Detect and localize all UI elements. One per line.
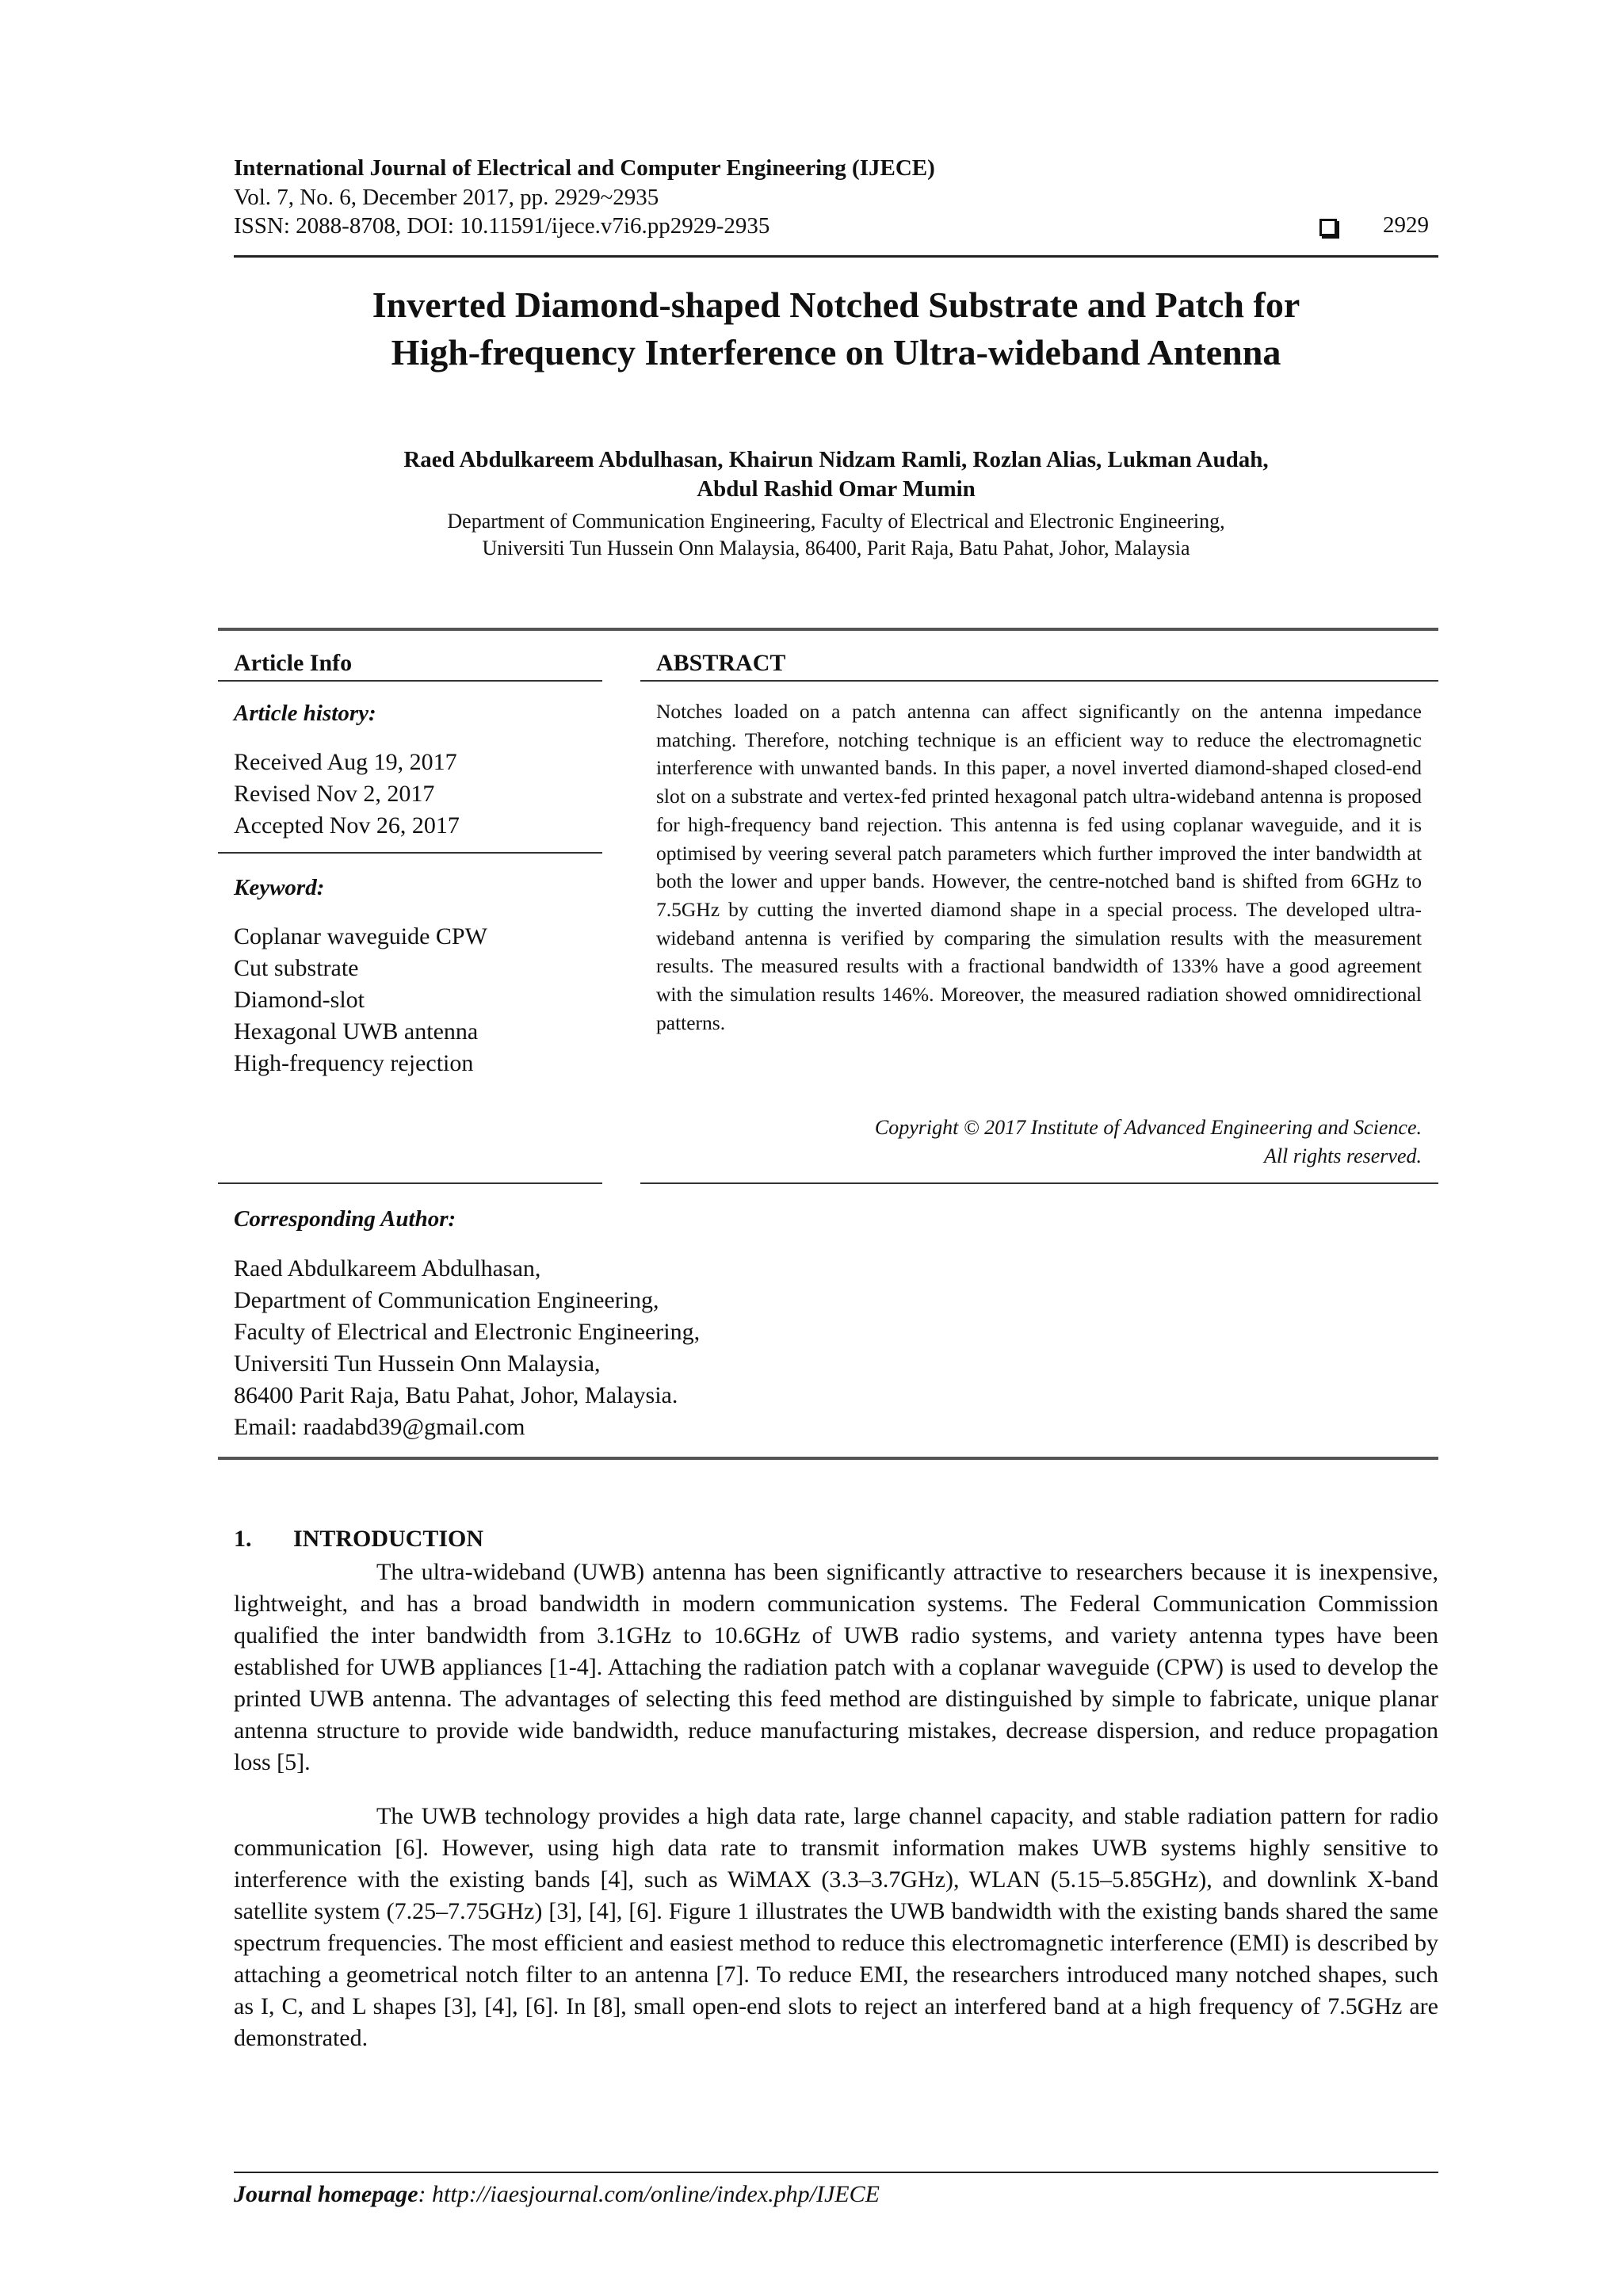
keyword-heading: Keyword: <box>234 875 325 900</box>
accepted-date: Accepted Nov 26, 2017 <box>234 812 460 839</box>
article-info-heading: Article Info <box>234 650 353 676</box>
journal-issn: ISSN: 2088-8708, DOI: 10.11591/ijece.v7i6.pp2929-2935 <box>234 213 770 239</box>
keyword-item: High-frequency rejection <box>234 1050 474 1076</box>
info-box-top-rule <box>218 628 1438 631</box>
corr-line: Faculty of Electrical and Electronic Engineering, <box>234 1319 701 1345</box>
introduction-paragraph-2 <box>234 1801 1438 2054</box>
authors <box>234 445 1438 504</box>
footer-rule <box>234 2172 1438 2173</box>
paper-title <box>234 281 1438 376</box>
affiliation <box>234 508 1438 562</box>
journal-homepage: Journal homepage: http://iaesjournal.com/online/index.php/IJECE <box>234 2181 880 2207</box>
paragraph-text: The ultra-wideband (UWB) antenna has been significantly attractive to researchers because it is inexpensive, lightweight, and has a broad bandwidth in modern communication systems. The Federal Communication Commission qualified the inter bandwidth from 3.1GHz to 10.6GHz of UWB radio systems, and variety antenna types have been established for UWB appliances [1-4]. Attaching the radiation patch with a coplanar waveguide (CPW) is used to develop the printed UWB antenna. The advantages of selecting this feed method are distinguished by simple to fabricate, unique planar antenna structure to provide wide bandwidth, reduce manufacturing mistakes, decrease dispersion, and reduce propagation loss [5]. <box>234 1559 1438 1775</box>
corr-email: Email: raadabd39@gmail.com <box>234 1414 525 1440</box>
journal-volume: Vol. 7, No. 6, December 2017, pp. 2929~2935 <box>234 185 659 210</box>
corr-line: Raed Abdulkareem Abdulhasan, <box>234 1255 541 1282</box>
corr-line: 86400 Parit Raja, Batu Pahat, Johor, Malaysia. <box>234 1382 678 1408</box>
abstract-heading: ABSTRACT <box>656 650 786 676</box>
section-title: INTRODUCTION <box>293 1526 484 1552</box>
homepage-link[interactable]: http://iaesjournal.com/online/index.php/IJECE <box>432 2181 880 2207</box>
authors-line-2: Abdul Rashid Omar Mumin <box>697 476 976 502</box>
received-date: Received Aug 19, 2017 <box>234 749 457 775</box>
authors-line-1: Raed Abdulkareem Abdulhasan, Khairun Nidzam Ramli, Rozlan Alias, Lukman Audah, <box>403 447 1269 472</box>
abstract-body: Notches loaded on a patch antenna can affect significantly on the antenna impedance matching. Therefore, notching technique is an efficient way to reduce the electromagnetic interference with unwanted bands. In this paper, a novel inverted diamond-shaped closed-end slot on a substrate and vertex-fed printed hexagonal patch ultra-wideband antenna is proposed for high-frequency band rejection. This antenna is fed using coplanar waveguide, and it is optimised by veering several patch parameters which further improved the inter bandwidth at both the lower and upper bands. However, the centre-notched band is shifted from 6GHz to 7.5GHz by cutting the inverted diamond shape in a special process. The developed ultra-wideband antenna is verified by comparing the simulation results with the measurement results. The measured results with a fractional bandwidth of 133% have a good agreement with the simulation results 146%. Moreover, the measured radiation showed omnidirectional patterns. <box>656 700 1422 1034</box>
copyright-notice <box>656 1114 1422 1171</box>
article-info-rule <box>218 680 602 682</box>
corresponding-author-details <box>234 1253 700 1443</box>
info-box-bottom-rule <box>218 1457 1438 1460</box>
affiliation-line-1: Department of Communication Engineering, Faculty of Electrical and Electronic Engineering, <box>447 510 1225 533</box>
corresponding-author-heading: Corresponding Author: <box>234 1206 456 1232</box>
article-history-heading: Article history: <box>234 701 376 726</box>
keyword-item: Cut substrate <box>234 955 359 981</box>
article-history <box>234 747 460 842</box>
copyright-line-1: Copyright © 2017 Institute of Advanced Engineering and Science. <box>874 1116 1422 1139</box>
history-rule <box>218 852 602 854</box>
keyword-list <box>234 921 487 1079</box>
title-line-2: High-frequency Interference on Ultra-wideband Antenna <box>391 332 1281 372</box>
section-number: 1. <box>234 1526 252 1552</box>
title-line-1: Inverted Diamond-shaped Notched Substrate and Patch for <box>372 285 1300 325</box>
header-rule <box>234 255 1438 258</box>
page-box-icon <box>1319 219 1337 236</box>
revised-date: Revised Nov 2, 2017 <box>234 781 435 807</box>
footer-label: Journal homepage <box>234 2181 418 2207</box>
corr-line: Universiti Tun Hussein Onn Malaysia, <box>234 1350 601 1377</box>
keyword-item: Diamond-slot <box>234 987 365 1013</box>
abstract-rule <box>640 680 1438 682</box>
page-number: 2929 <box>1383 212 1429 238</box>
keyword-bottom-rule <box>218 1182 602 1184</box>
abstract-bottom-rule <box>640 1182 1438 1184</box>
paragraph-text: The UWB technology provides a high data rate, large channel capacity, and stable radiation pattern for radio communication [6]. However, using high data rate to transmit information makes UWB systems highly sensitive to interference with the existing bands [4], such as WiMAX (3.3–3.7GHz), WLAN (5.15–5.85GHz), and downlink X-band satellite system (7.25–7.75GHz) [3], [4], [6]. Figure 1 illustrates the UWB bandwidth with the existing bands shared the same spectrum frequencies. The most efficient and easiest method to reduce this electromagnetic interference (EMI) is described by attaching a geometrical notch filter to an antenna [7]. To reduce EMI, the researchers introduced many notched shapes, such as I, C, and L shapes [3], [4], [6]. In [8], small open-end slots to reject an interfered band at a high frequency of 7.5GHz are demonstrated. <box>234 1803 1438 2051</box>
keyword-item: Coplanar waveguide CPW <box>234 923 487 949</box>
introduction-heading <box>234 1526 483 1553</box>
affiliation-line-2: Universiti Tun Hussein Onn Malaysia, 86400, Parit Raja, Batu Pahat, Johor, Malaysia <box>482 537 1190 560</box>
keyword-item: Hexagonal UWB antenna <box>234 1018 479 1045</box>
introduction-paragraph-1 <box>234 1557 1438 1778</box>
journal-name: International Journal of Electrical and Computer Engineering (IJECE) <box>234 155 935 181</box>
copyright-line-2: All rights reserved. <box>1263 1144 1422 1167</box>
corr-line: Department of Communication Engineering, <box>234 1287 659 1313</box>
